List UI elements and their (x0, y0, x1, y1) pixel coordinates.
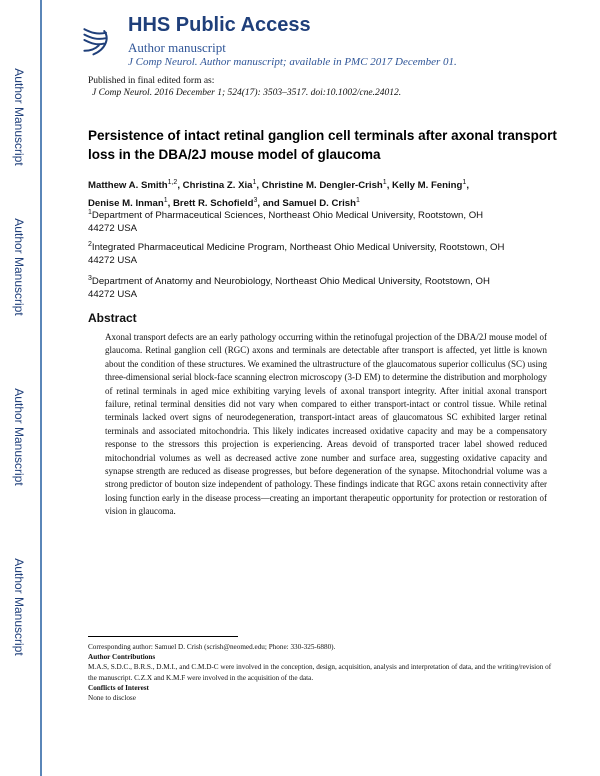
sidebar-rule (40, 0, 42, 776)
hhs-eagle-logo-icon (79, 22, 115, 58)
author-affiliation-sup: 3 (253, 197, 258, 205)
sidebar-label-1: Author Manuscript (12, 68, 26, 166)
author-affiliation-sup: 1 (462, 179, 467, 186)
author-separator: , (386, 180, 393, 192)
sidebar-label-3: Author Manuscript (12, 388, 26, 486)
author-separator: , (177, 180, 183, 192)
footnotes (88, 642, 558, 703)
contributions-text: M.A.S, S.D.C., B.R.S., D.M.I., and C.M.D-C were involved in the conception, design, acquisition, analysis and interpretation of data, and the writing/revision of the manuscript. C.Z.X and K.M.F were involved in the acquisition of the data. (88, 663, 552, 682)
corresponding-author: Corresponding author: Samuel D. Crish (scrish@neomed.edu; Phone: 330-325-6880). (88, 643, 336, 651)
footnote-rule (88, 636, 238, 637)
author-affiliation-sup: 1,2 (167, 179, 178, 186)
author: Christine M. Dengler-Crish (261, 180, 383, 192)
author-separator: , (256, 180, 262, 192)
author: Samuel D. Crish (282, 198, 356, 210)
header-title: HHS Public Access (128, 14, 311, 36)
author-affiliation-sup: 1 (252, 179, 257, 186)
affiliation-2: $^2$Integrated Pharmaceutical Medicine Program, Northeast Ohio Medical University, Rootstown, OH 44272 USA (88, 241, 505, 267)
author: Kelly M. Fening (392, 180, 463, 192)
sidebar-label-4: Author Manuscript (12, 558, 26, 656)
author-affiliation-sup: 1 (382, 179, 387, 186)
published-line: Published in final edited form as: (88, 76, 215, 86)
citation: J Comp Neurol. 2016 December 1; 524(17): 3503–3517. doi:10.1002/cne.24012. (92, 88, 402, 98)
abstract-heading: Abstract (88, 311, 137, 325)
contributions-heading: Author Contributions (88, 653, 156, 662)
author-affiliation-sup: 1 (356, 197, 360, 205)
header-journal-line: J Comp Neurol. Author manuscript; available in PMC 2017 December 01. (128, 56, 457, 68)
author: Brett R. Schofield (172, 198, 254, 210)
affiliation-3: $^3$Department of Anatomy and Neurobiology, Northeast Ohio Medical University, Rootstown, OH 44272 USA (88, 275, 490, 301)
sidebar-label-2: Author Manuscript (12, 218, 26, 316)
author-separator: , (466, 180, 469, 192)
author-affiliation-sup: 1 (163, 197, 168, 205)
conflicts-heading: Conflicts of Interest (88, 683, 149, 692)
abstract-text: Axonal transport defects are an early pathology occurring within the retinofugal projection of the DBA/2J mouse model of glaucoma. Retinal ganglion cell (RGC) axons and terminals are detectable after transport is affected, yet little is known about the condition of these structures. We examined the ultrastructure of the glaucomatous superior colliculus (SC) using three-dimensional serial block-face scanning electron microscopy (3-D EM) to determine the distribution and morphology of retinal terminals in aged mice exhibiting varying levels of axonal transport integrity. After initial axonal transport failure, retinal terminal densities did not vary when compared to either transport-intact or control tissue. While retinal terminals lacked overt signs of neurodegeneration, transport-intact areas of glaucomatous SC exhibited larger retinal terminals and associated mitochondria. This likely indicates increased oxidative capacity and may be a compensatory response to the stressors this projection is experiencing. Areas devoid of transported tracer label showed reduced mitochondrial volumes as well as decreased active zone number and surface area, suggesting oxidative capacity and synapse strength are reduced as disease progresses, but before degeneration of the synapse. Mitochondrial volume was a strong predictor of bouton size independent of pathology. These findings indicate that RGC axons retain connectivity after losing function early in the disease process—creating an important therapeutic opportunity for protection or restoration of vision in glaucoma. (105, 332, 547, 517)
author: Denise M. Inman (88, 198, 164, 210)
header-subtitle: Author manuscript (128, 40, 226, 55)
conflicts-text: None to disclose (88, 694, 136, 703)
affiliation-1: $^1$Department of Pharmaceutical Sciences, Northeast Ohio Medical University, Rootstown, OH 44272 USA (88, 209, 484, 235)
author-separator: , and (257, 198, 283, 210)
author: Christina Z. Xia (182, 180, 253, 192)
article-title: Persistence of intact retinal ganglion cell terminals after axonal transport loss in the DBA/2J mouse model of glaucoma (88, 128, 557, 162)
author-separator: , (167, 198, 173, 210)
author: Matthew A. Smith (88, 180, 168, 192)
